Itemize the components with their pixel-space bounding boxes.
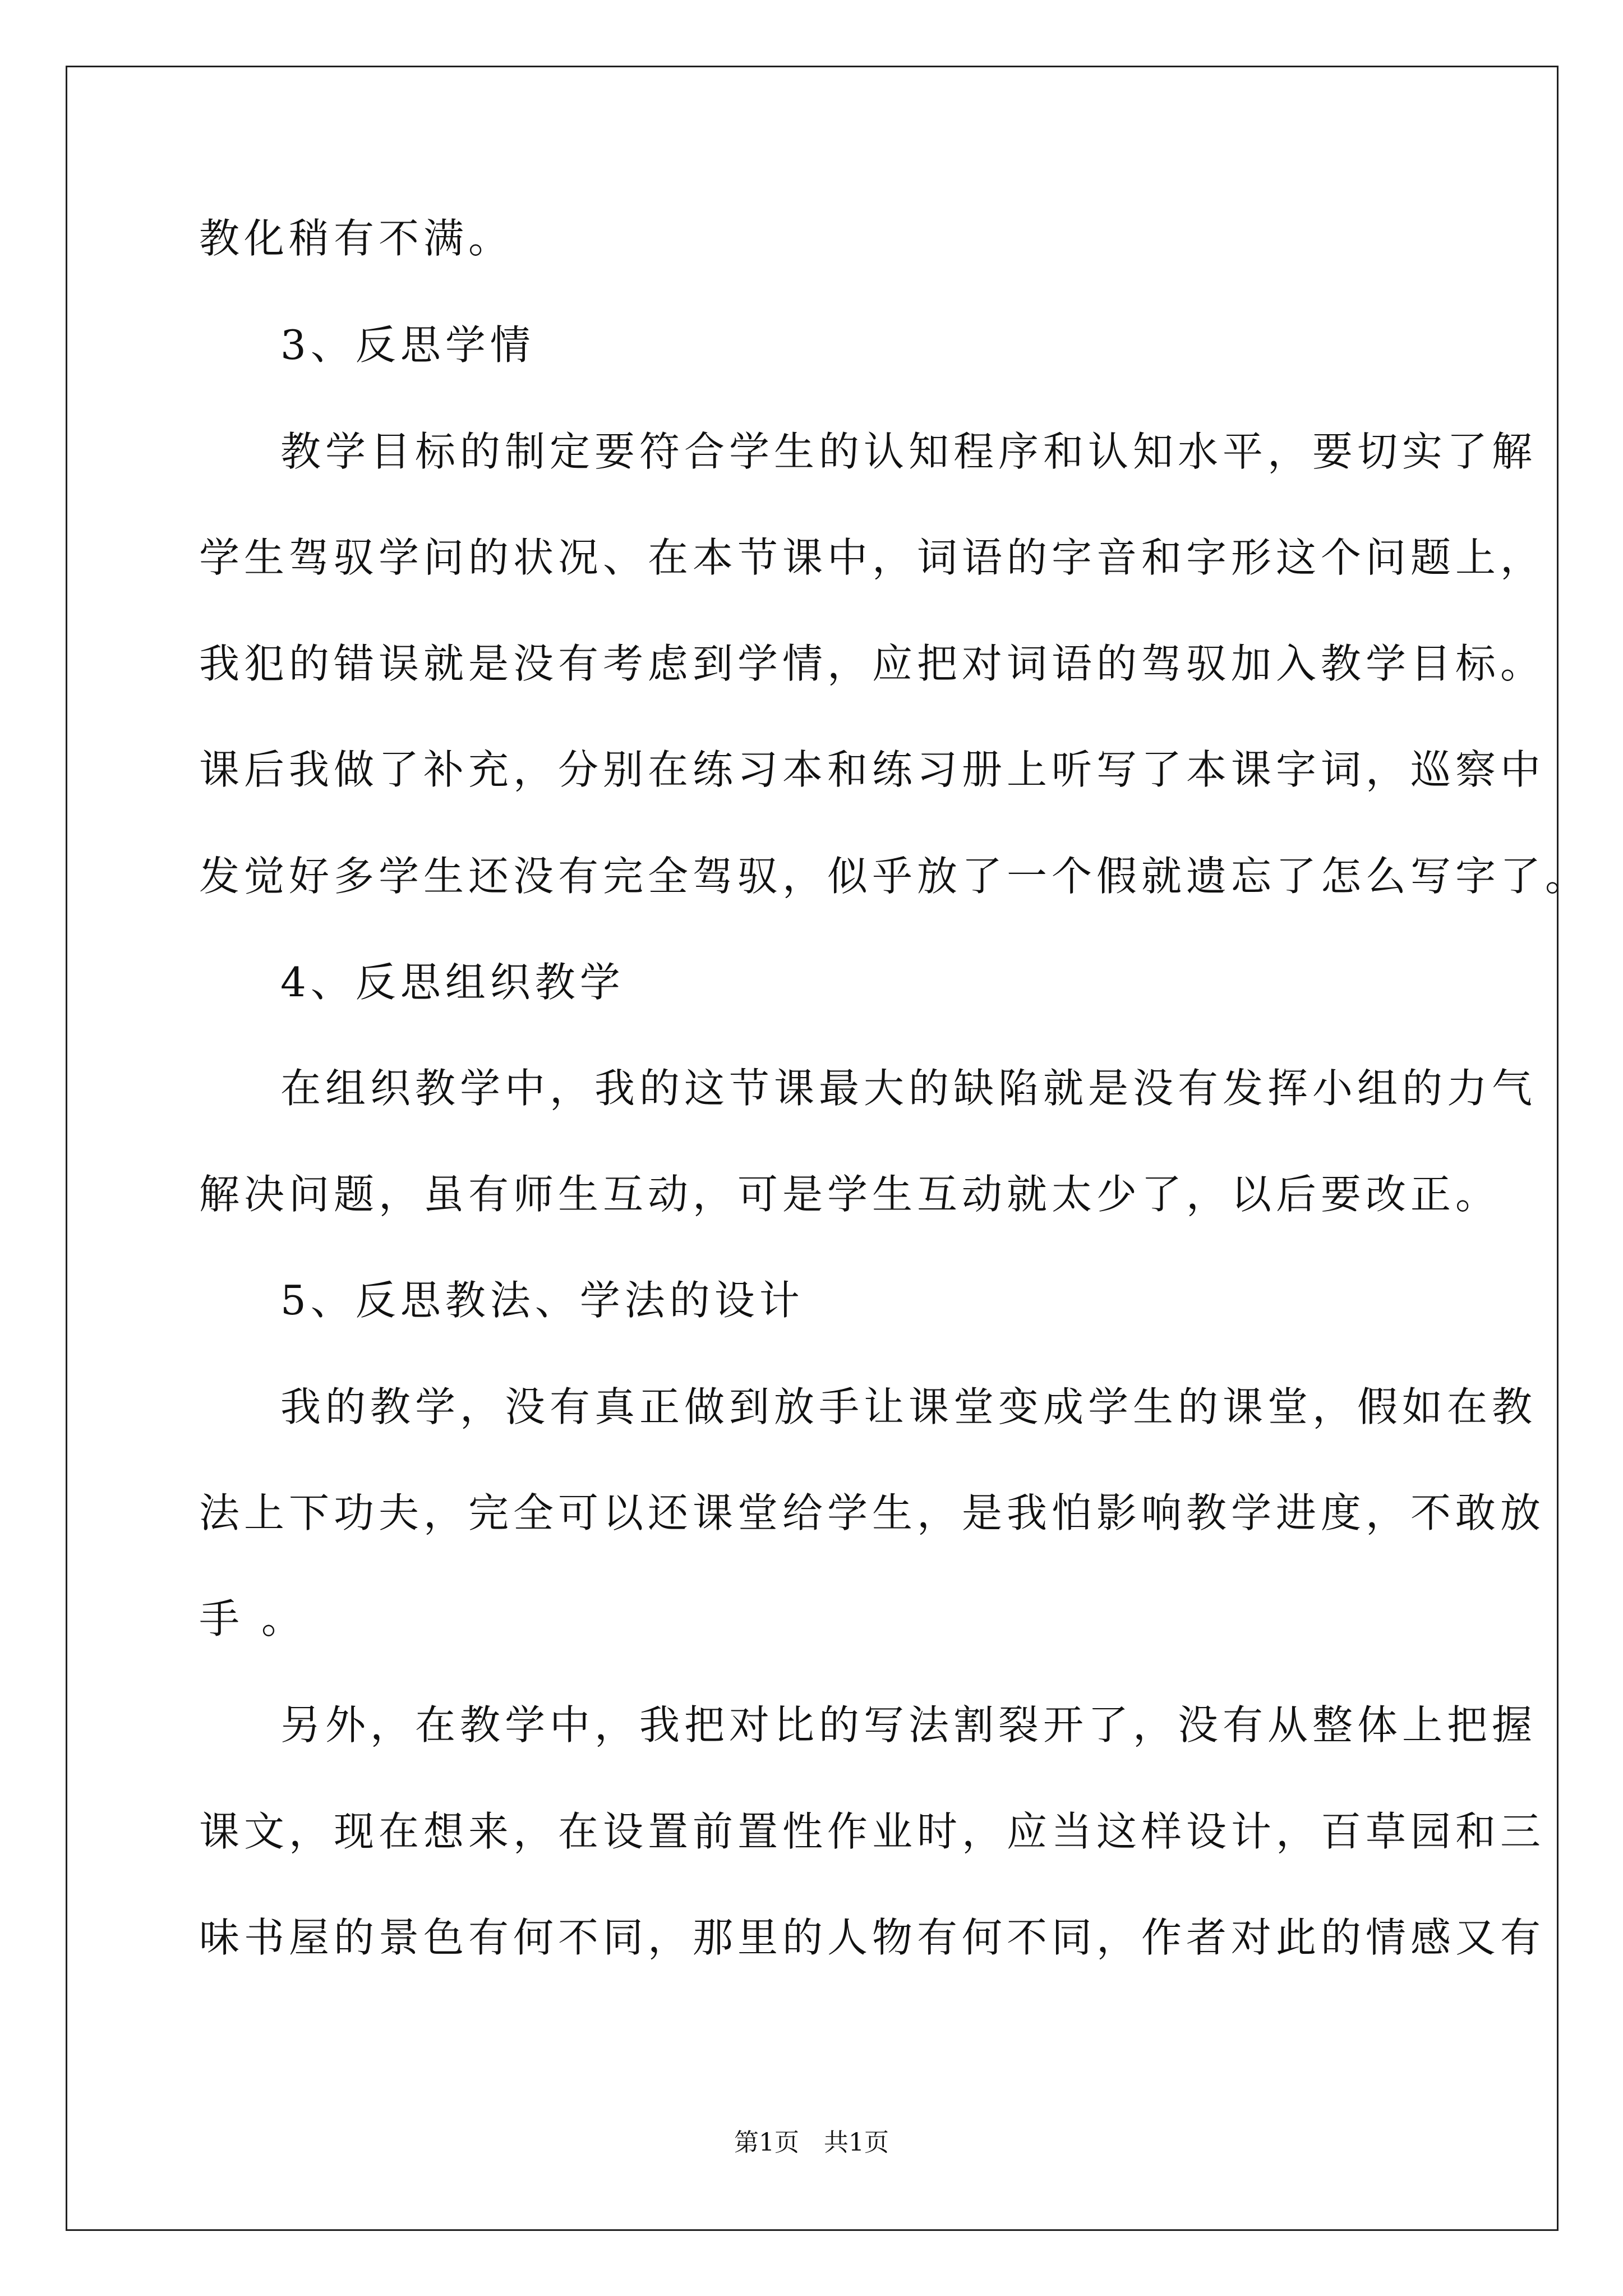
paragraph-line: 在组织教学中，我的这节课最大的缺陷就是没有发挥小组的力气	[280, 1065, 1537, 1112]
paragraph-line: 我犯的错误就是没有考虑到学情，应把对词语的驾驭加入教学目标。	[199, 640, 1546, 687]
paragraph-line: 解决问题，虽有师生互动，可是学生互动就太少了，以后要改正。	[199, 1171, 1501, 1218]
paragraph-line: 发觉好多学生还没有完全驾驭，似乎放了一个假就遗忘了怎么写字了。	[199, 853, 1590, 900]
paragraph-line: 我的教学，没有真正做到放手让课堂变成学生的课堂，假如在教	[280, 1383, 1537, 1430]
paragraph-line: 课后我做了补充，分别在练习本和练习册上听写了本课字词，巡察中	[199, 746, 1546, 793]
section-heading: 3、反思学情	[280, 321, 535, 369]
paragraph-line: 另外，在教学中，我把对比的写法割裂开了，没有从整体上把握	[280, 1701, 1537, 1749]
paragraph-line: 法上下功夫，完全可以还课堂给学生，是我怕影响教学进度，不敢放	[199, 1489, 1546, 1536]
section-heading: 4、反思组织教学	[280, 959, 625, 1006]
paragraph-line: 教化稍有不满。	[199, 215, 514, 262]
paragraph-line: 课文，现在想来，在设置前置性作业时，应当这样设计，百草园和三	[199, 1808, 1546, 1855]
paragraph-line: 教学目标的制定要符合学生的认知程序和认知水平，要切实了解	[280, 428, 1537, 475]
page-border	[66, 66, 1559, 2231]
paragraph-line: 味书屋的景色有何不同，那里的人物有何不同，作者对此的情感又有	[199, 1914, 1546, 1961]
paragraph-line: 学生驾驭学问的状况、在本节课中，词语的字音和字形这个问题上，	[199, 534, 1546, 581]
paragraph-line: 手 。	[199, 1595, 306, 1642]
page-footer: 第1页 共1页	[734, 2128, 889, 2157]
section-heading: 5、反思教法、学法的设计	[280, 1277, 804, 1324]
